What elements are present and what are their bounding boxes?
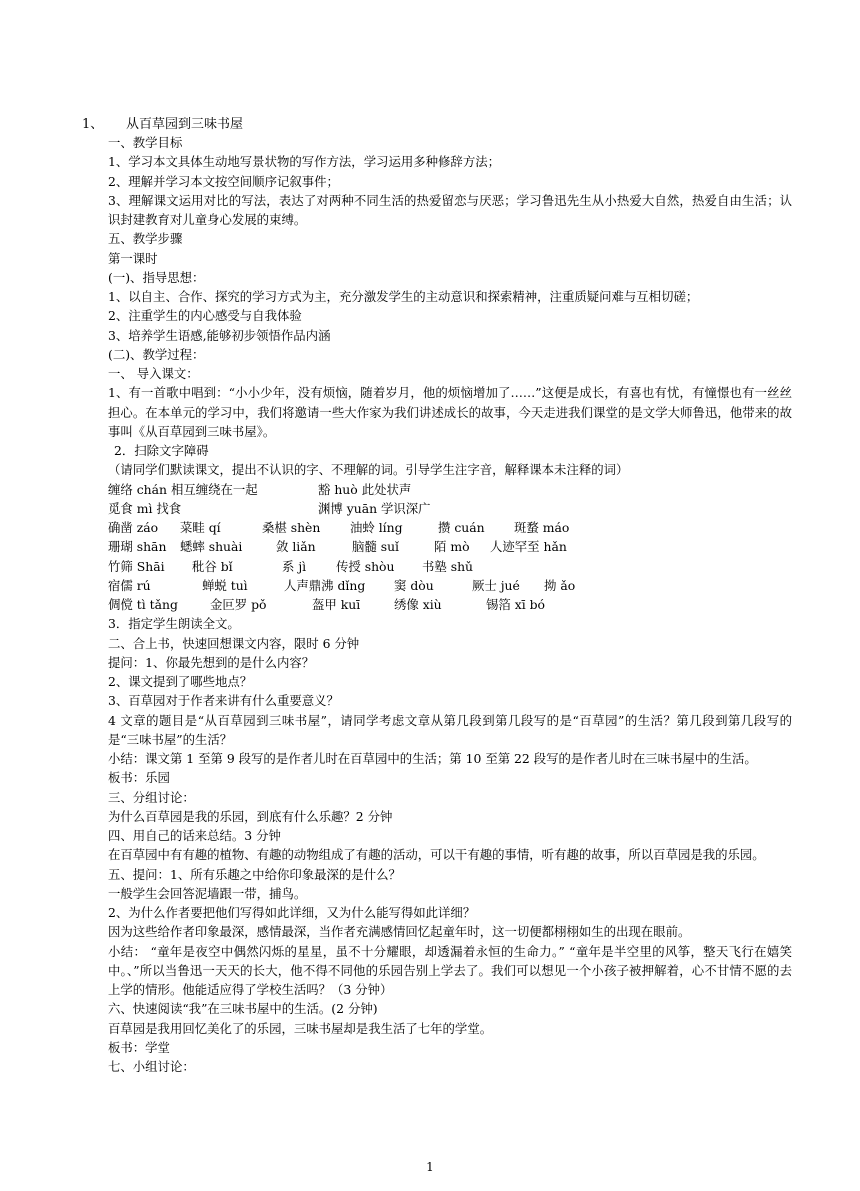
- body-line: 三、分组讨论：: [108, 789, 195, 805]
- vocab-item: 缠络 chán 相互缠绕在一起: [108, 481, 258, 497]
- vocab-item: 金叵罗 pǒ: [210, 597, 267, 612]
- section-title: 从百草园到三味书屋: [126, 117, 244, 132]
- vocab-item: 人迹罕至 hǎn: [490, 539, 567, 555]
- body-line: 二、合上书，快速回想课文内容，限时 6 分钟: [108, 635, 360, 651]
- body-line: 3、理解课文运用对比的写法，表达了对两种不同生活的热爱留恋与厌恶；学习鲁迅先生从小热爱大自然，热爱自由生活；认识封建教育对儿童身心发展的束缚。: [108, 192, 792, 227]
- vocab-item: 传授 shòu: [336, 558, 395, 574]
- body-line: 2、课文提到了哪些地点？: [108, 674, 253, 689]
- body-line: 一、教学目标: [108, 135, 183, 150]
- body-line: 第一课时: [108, 250, 158, 266]
- page-number: 1: [426, 1160, 434, 1174]
- vocab-item: 脑髓 suǐ: [352, 539, 400, 555]
- body-line: 五、教学步骤: [108, 231, 183, 247]
- vocab-item: 渊博 yuān 学识深广: [318, 500, 431, 516]
- vocab-row: [108, 557, 792, 576]
- body-line: 因为这些给作者印象最深，感情最深，当作者充满感情回忆起童年时，这一切便都栩栩如生的出现在眼前。: [108, 924, 691, 940]
- vocab-item: 竹筛 Shāi: [108, 558, 165, 574]
- vocab-item: 秕谷 bǐ: [192, 558, 233, 574]
- body-line: 在百草园中有有趣的植物、有趣的动物组成了有趣的活动，可以干有趣的事情，听有趣的故事，所以百草园是我的乐园。: [108, 847, 765, 863]
- body-line: 小结： “童年是夜空中偶然闪烁的星星，虽不十分耀眼，却透漏着永恒的生命力。” “童年是半空里的风筝，整天飞行在嬉笑中。、”所以当鲁迅一天天的长大，他不得不同他的乐园告别上学去了。我们可以想见一个小孩子被押解着，心不甘情不愿的去上学的情形。他能适应得了学校生活吗？（3 分钟）: [108, 943, 792, 997]
- body-line: 2、理解并学习本文按空间顺序记叙事件；: [108, 173, 339, 189]
- body-line: 六、快速阅读“我”在三味书屋中的生活。(2 分钟): [108, 1001, 378, 1017]
- body-line: 提问：1、你最先想到的是什么内容？: [108, 654, 315, 670]
- vocab-item: 蝉蜕 tuì: [202, 577, 248, 593]
- body-line: 3．指定学生朗读全文。: [108, 616, 240, 632]
- vocab-item: 陌 mò: [434, 539, 470, 555]
- body-line: 1、以自主、合作、探究的学习方式为主，充分激发学生的主动意识和探索精神，注重质疑问难与互相切磋；: [108, 289, 699, 304]
- body-line: 一般学生会回答泥墙跟一带，捕鸟。: [108, 885, 307, 901]
- vocab-row: [108, 537, 792, 556]
- vocab-item: 绣像 xiù: [394, 597, 442, 612]
- document-body: [108, 133, 792, 1076]
- vocab-row: [108, 595, 792, 614]
- body-line: (一)、指导思想：: [108, 269, 205, 285]
- body-line: 四、用自己的话来总结。3 分钟: [108, 828, 281, 843]
- vocab-item: 菜畦 qí: [180, 520, 221, 535]
- section-number: 1、: [82, 117, 104, 132]
- vocab-item: 窦 dòu: [394, 577, 434, 593]
- vocab-item: 桑椹 shèn: [262, 520, 321, 535]
- vocab-item: 厥士 jué: [472, 577, 520, 593]
- vocab-item: 盔甲 kuī: [312, 597, 361, 612]
- body-line: 1、学习本文具体生动地写景状物的写作方法，学习运用多种修辞方法；: [108, 154, 500, 170]
- vocab-item: 系 jì: [282, 558, 307, 574]
- body-line: 为什么百草园是我的乐园，到底有什么乐趣？2 分钟: [108, 808, 393, 824]
- vocab-item: 斑蝥 máo: [514, 520, 570, 535]
- body-line: 板书：乐园: [108, 770, 170, 786]
- body-line: 七、小组讨论：: [108, 1059, 195, 1074]
- body-line: 2、注重学生的内心感受与自我体验: [108, 308, 302, 324]
- vocab-item: 确凿 záo: [108, 520, 159, 535]
- body-line: 4 文章的题目是“从百草园到三味书屋”，请同学考虑文章从第几段到第几段写的是“百草园”的生活？第几段到第几段写的是“三味书屋”的生活？: [108, 712, 792, 747]
- vocab-item: 锡箔 xī bó: [486, 597, 546, 612]
- vocab-item: 敛 liǎn: [276, 539, 316, 555]
- body-line: 百草园是我用回忆美化了的乐园，三味书屋却是我生活了七年的学堂。: [108, 1020, 493, 1036]
- section-heading: [82, 116, 243, 134]
- body-line: 3、培养学生语感,能够初步领悟作品内涵: [108, 327, 331, 343]
- vocab-item: 豁 huò 此处状声: [318, 481, 412, 497]
- body-line: (二)、教学过程：: [108, 346, 205, 362]
- body-line: （请同学们默读课文，提出不认识的字、不理解的词。引导学生注字音，解释课本未注释的词）: [108, 462, 629, 478]
- vocab-item: 宿儒 rú: [108, 577, 151, 593]
- vocab-row: [108, 518, 792, 537]
- vocab-item: 攒 cuán: [438, 520, 485, 535]
- body-line: 板书：学堂: [108, 1039, 170, 1055]
- vocab-row: [108, 499, 792, 518]
- body-line: 小结：课文第 1 至第 9 段写的是作者儿时在百草园中的生活；第 10 至第 22 段写的是作者儿时在三味书屋中的生活。: [108, 751, 757, 766]
- vocab-item: 觅食 mì 找食: [108, 500, 182, 516]
- vocab-item: 拗 ǎo: [544, 577, 576, 593]
- vocab-row: [108, 576, 792, 595]
- vocab-item: 珊瑚 shān: [108, 539, 167, 555]
- vocab-item: 油蛉 líng: [350, 520, 403, 535]
- body-line: 2、为什么作者要把他们写得如此详细，又为什么能写得如此详细？: [108, 905, 476, 920]
- vocab-item: 倜傥 tì tǎng: [108, 597, 178, 612]
- body-line: 2．扫除文字障碍: [114, 443, 209, 458]
- body-line: 1、有一首歌中唱到：“小小少年，没有烦恼，随着岁月，他的烦恼增加了……”这便是成长，有喜也有忧，有憧憬也有一丝丝担心。在本单元的学习中，我们将邀请一些大作家为我们讲述成长的故事，今天走进我们课堂的是文学大师鲁迅，他带来的故事叫《从百草园到三味书屋》。: [108, 385, 792, 439]
- body-line: 五、提问：1、所有乐趣之中给你印象最深的是什么？: [108, 866, 401, 882]
- vocab-item: 人声鼎沸 dǐng: [284, 577, 366, 593]
- vocab-item: 蟋蟀 shuài: [180, 539, 243, 555]
- vocab-row: [108, 480, 792, 499]
- vocab-item: 书塾 shǔ: [422, 558, 474, 574]
- body-line: 3、百草园对于作者来讲有什么重要意义？: [108, 693, 339, 709]
- body-line: 一、 导入课文：: [108, 366, 199, 381]
